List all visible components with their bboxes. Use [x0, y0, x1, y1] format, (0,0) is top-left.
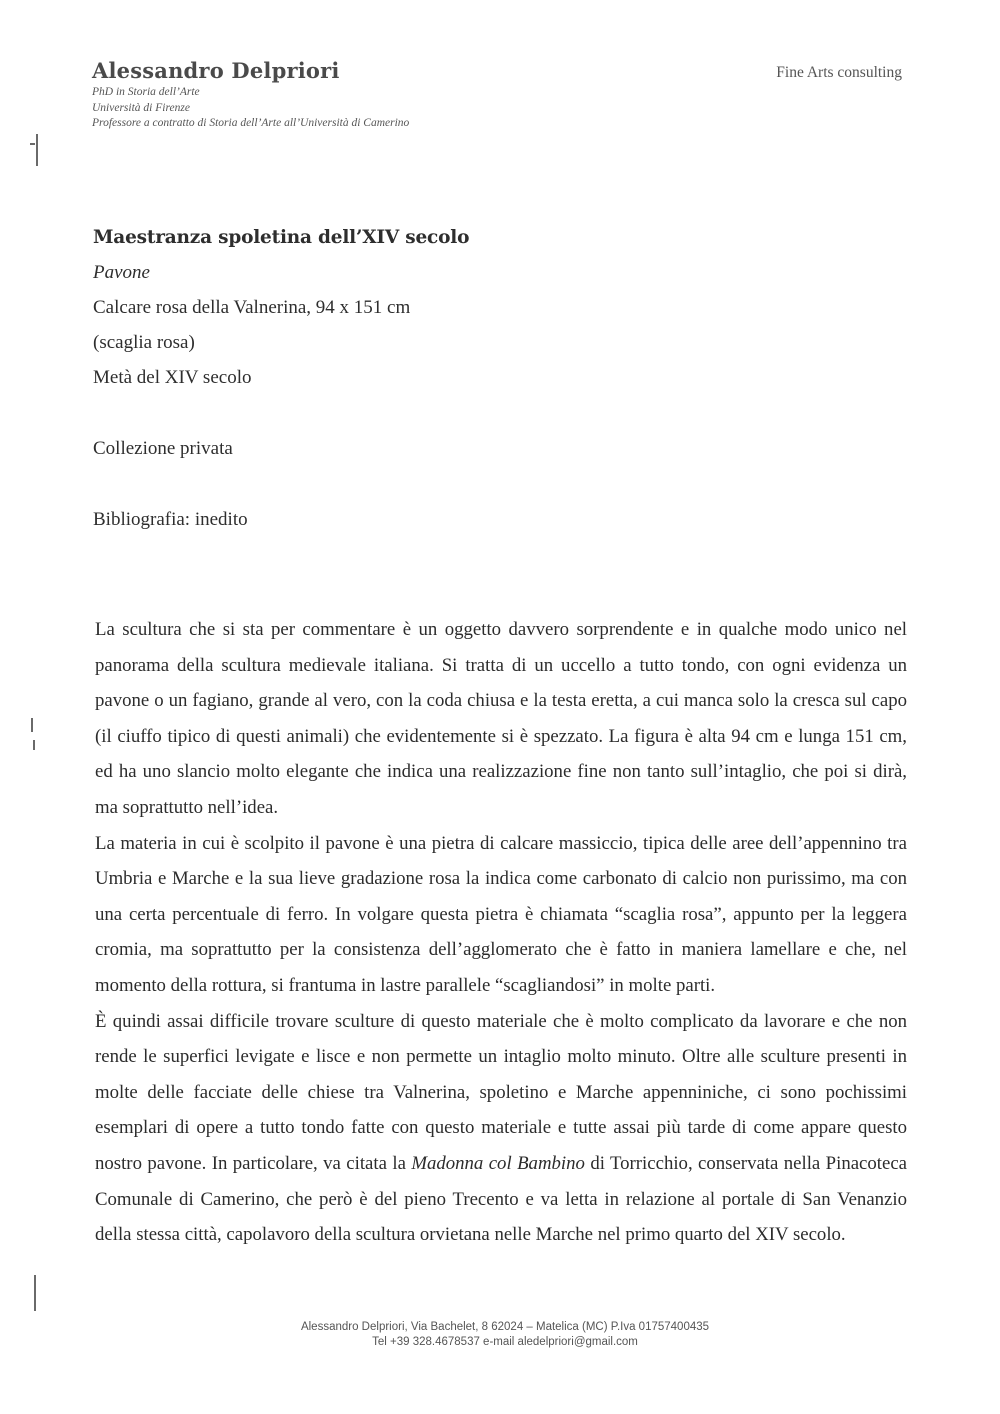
letterhead-line-professor: Professore a contratto di Storia dell’Arte all’Università di Camerino	[92, 117, 410, 129]
artwork-reference-title: Madonna col Bambino	[411, 1152, 585, 1174]
letterhead-line-university: Università di Firenze	[92, 101, 190, 114]
scan-mark	[30, 143, 35, 145]
scan-mark	[36, 134, 38, 166]
artwork-collection: Collezione privata	[93, 438, 233, 459]
letterhead-credentials	[92, 85, 409, 132]
scan-mark	[31, 718, 33, 732]
artwork-material: Calcare rosa della Valnerina, 94 x 151 cm	[93, 297, 411, 318]
artwork-title: Maestranza spoletina dell’XIV secolo	[93, 227, 470, 248]
artwork-subject: Pavone	[93, 262, 150, 283]
paragraph-3-text-start: È quindi assai difficile trovare sculture di questo materiale che è molto complicato da lavorare e che non rende le superfici levigate e lisce e non permette un intaglio molto minuto. Oltre alle sculture presenti in molte delle facciate delle chiese tra Valnerina, spoletino e Marche appenniniche, ci sono pochissimi esemplari di opere a tutto tondo fatte con questo materiale e tutte assai più tarde di come appare questo nostro pavone. In particolare, va citata la	[95, 1010, 907, 1174]
essay-body	[95, 612, 907, 1253]
page-footer	[0, 1320, 1000, 1350]
paragraph-3-text-end: di Torricchio, conservata nella Pinacoteca Comunale di Camerino, che però è del pieno Trecento e va letta in relazione al portale di San Venanzio della stessa città, capolavoro della scultura orvietana nelle Marche nel primo quarto del XIV secolo.	[95, 1152, 908, 1246]
essay-paragraph-2: La materia in cui è scolpito il pavone è una pietra di calcare massiccio, tipica delle aree dell’appennino tra Umbria e Marche e la sua lieve gradazione rosa la indica come carbonato di calcio non purissimo, ma con una certa percentuale di ferro. In volgare questa pietra è chiamata “scaglia rosa”, appunto per la leggera cromia, ma soprattutto per la consistenza dell’agglomerato che è fatto in maniera lamellare e che, nel momento della rottura, si frantuma in lastre parallele “scagliandosi” in molte parti.	[95, 832, 907, 996]
artwork-material-note: (scaglia rosa)	[93, 332, 195, 353]
artwork-date: Metà del XIV secolo	[93, 367, 252, 388]
letterhead-tagline: Fine Arts consulting	[776, 64, 902, 81]
footer-contact: Tel +39 328.4678537 e-mail aledelpriori@gmail.com	[372, 1336, 638, 1348]
artwork-bibliography: Bibliografia: inedito	[93, 509, 248, 530]
scan-mark	[34, 1275, 36, 1311]
scan-mark	[33, 740, 35, 750]
footer-address: Alessandro Delpriori, Via Bachelet, 8 62024 – Matelica (MC) P.Iva 01757400435	[300, 1321, 710, 1333]
letterhead-line-phd: PhD in Storia dell’Arte	[92, 86, 200, 98]
essay-paragraph-1: La scultura che si sta per commentare è un oggetto davvero sorprendente e in qualche modo unico nel panorama della scultura medievale italiana. Si tratta di un uccello a tutto tondo, con ogni evidenza un pavone o un fagiano, grande al vero, con la coda chiusa e la testa eretta, a cui manca solo la cresca sul capo (il ciuffo tipico di questi animali) che evidentemente si è spezzato. La figura è alta 94 cm e lunga 151 cm, ed ha uno slancio molto elegante che indica una realizzazione fine non tanto sull’intaglio, che poi si dirà, ma soprattutto nell’idea.	[95, 619, 907, 818]
letterhead-name: Alessandro Delpriori	[92, 58, 340, 83]
essay-paragraph-3	[95, 1004, 907, 1253]
